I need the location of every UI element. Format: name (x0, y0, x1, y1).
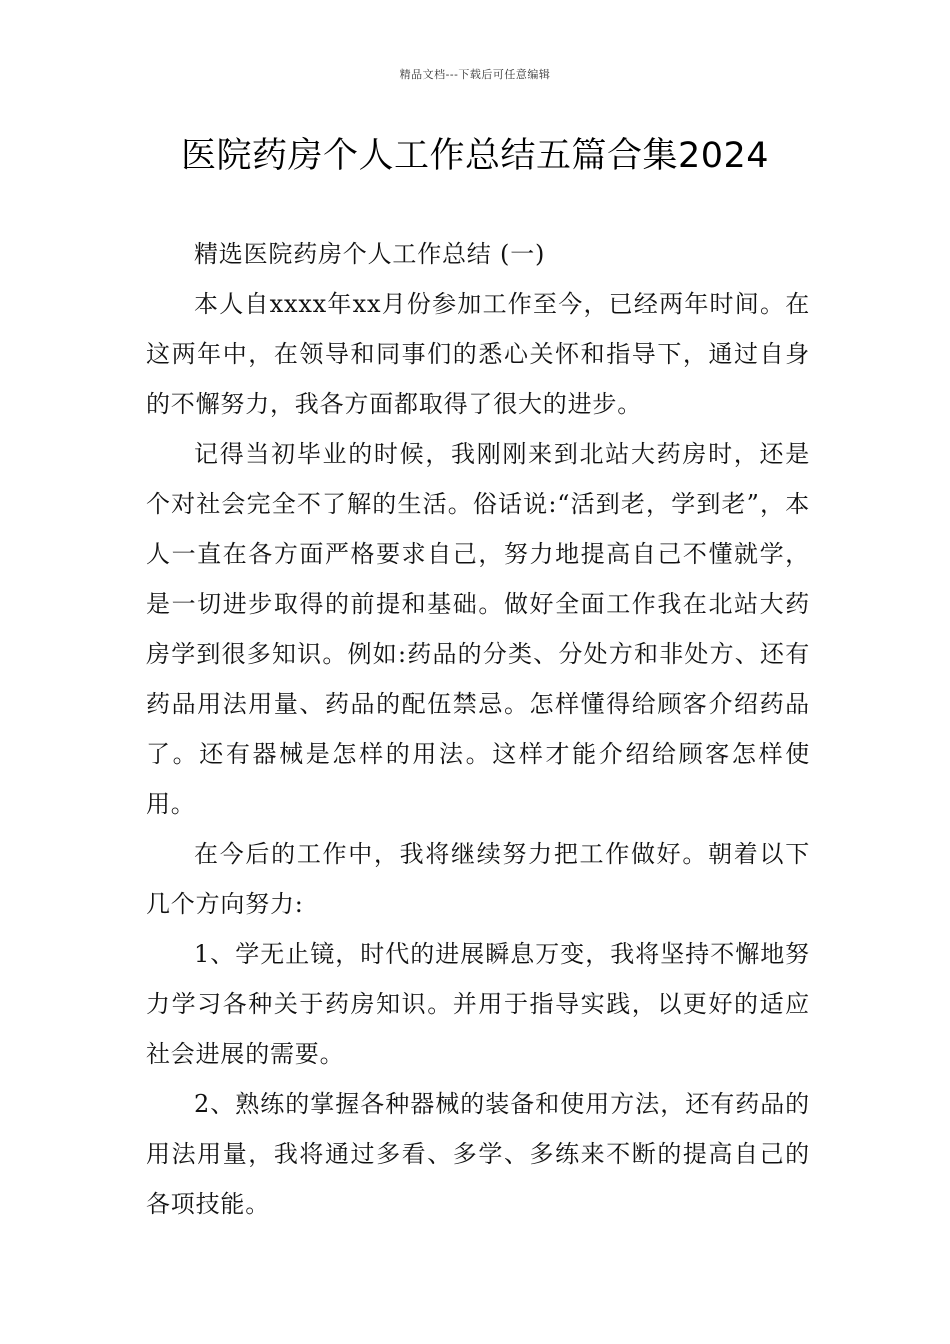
header-note: 精品文档---下载后可任意编辑 (399, 68, 551, 81)
paragraph-2: 记得当初毕业的时候，我刚刚来到北站大药房时，还是个对社会完全不了解的生活。俗话说:“活到老，学到老”，本人一直在各方面严格要求自己，努力地提高自己不懂就学，是一切进步取得的前提和基础。做好全面工作我在北站大药房学到很多知识。例如:药品的分类、分处方和非处方、还有药品用法用量、药品的配伍禁忌。怎样懂得给顾客介绍药品了。还有器械是怎样的用法。这样才能介绍给顾客怎样使用。 (146, 440, 810, 818)
document-title: 医院药房个人工作总结五篇合集2024 (180, 136, 770, 176)
paragraph-5: 2、熟练的掌握各种器械的装备和使用方法，还有药品的用法用量，我将通过多看、多学、多练来不断的提高自己的各项技能。 (146, 1090, 810, 1218)
paragraph-3: 在今后的工作中，我将继续努力把工作做好。朝着以下几个方向努力: (146, 840, 810, 918)
section-heading: 精选医院药房个人工作总结 (一) (194, 240, 546, 268)
document-body (146, 229, 810, 1229)
paragraph-4: 1、学无止镜，时代的进展瞬息万变，我将坚持不懈地努力学习各种关于药房知识。并用于指导实践，以更好的适应社会进展的需要。 (146, 940, 810, 1068)
paragraph-1: 本人自xxxx年xx月份参加工作至今，已经两年时间。在这两年中，在领导和同事们的悉心关怀和指导下，通过自身的不懈努力，我各方面都取得了很大的进步。 (146, 290, 810, 418)
